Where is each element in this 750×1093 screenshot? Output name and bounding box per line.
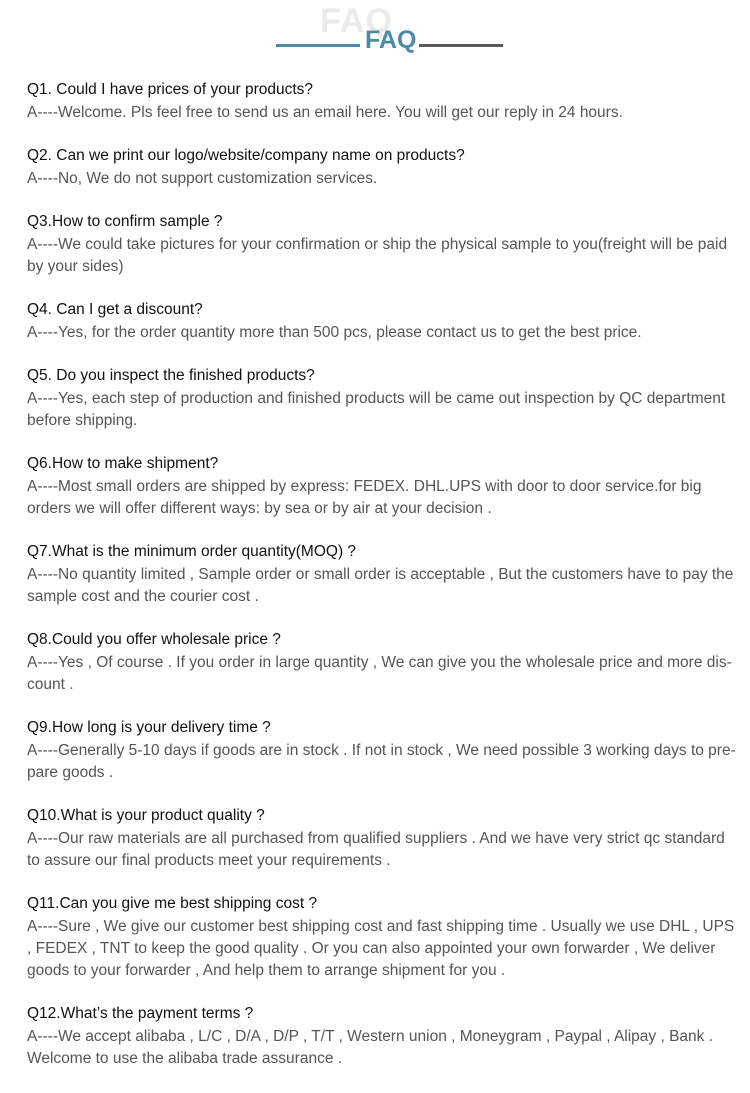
faq-question: Q7.What is the minimum order quantity(MOQ) ? — [27, 543, 357, 560]
faq-item-11 — [27, 894, 739, 982]
faq-item-2 — [27, 146, 739, 190]
faq-item-9 — [27, 718, 739, 784]
faq-answer: A----No quantity limited , Sample order or small order is acceptable , But the customers have to pay the sample cost and the courier cost . — [27, 566, 734, 605]
faq-answer: A----Most small orders are shipped by express: FEDEX. DHL.UPS with door to door service.for big orders we will offer different ways: by sea or by air at your decision . — [27, 478, 702, 517]
faq-question: Q11.Can you give me best shipping cost ? — [27, 895, 318, 912]
faq-item-3 — [27, 212, 739, 278]
faq-answer: A----We accept alibaba , L/C , D/A , D/P , T/T , Western union , Moneygram , Paypal , Alipay , Bank . Welcome to use the alibaba trade assurance . — [27, 1028, 714, 1067]
header-line-left — [276, 44, 360, 47]
faq-question: Q6.How to make shipment? — [27, 455, 219, 472]
faq-watermark: FAQ — [320, 2, 393, 40]
faq-item-7 — [27, 542, 739, 608]
faq-answer: A----Sure , We give our customer best shipping cost and fast shipping time . Usually we use DHL , UPS , FEDEX , TNT to keep the good quality . Or you can also appointed your own forwarder , We deliver goods to your forwarder , And help them to arrange shipment for you . — [27, 918, 735, 979]
header-line-right — [419, 44, 503, 47]
faq-answer: A----Yes , Of course . If you order in large quantity , We can give you the wholesale price and more dis-count . — [27, 654, 732, 693]
page-title: FAQ — [365, 26, 417, 54]
faq-question: Q2. Can we print our logo/website/company name on products? — [27, 147, 465, 164]
faq-answer: A----Welcome. Pls feel free to send us an email here. You will get our reply in 24 hours. — [27, 104, 623, 121]
faq-answer: A----We could take pictures for your confirmation or ship the physical sample to you(freight will be paid by your sides) — [27, 236, 728, 275]
faq-question: Q5. Do you inspect the finished products? — [27, 367, 315, 384]
faq-list — [27, 80, 739, 1092]
faq-question: Q10.What is your product quality ? — [27, 807, 265, 824]
faq-question: Q1. Could I have prices of your products? — [27, 81, 314, 98]
faq-item-12 — [27, 1004, 739, 1070]
faq-question: Q8.Could you offer wholesale price ? — [27, 631, 281, 648]
faq-item-1 — [27, 80, 739, 124]
faq-question: Q4. Can I get a discount? — [27, 301, 203, 318]
faq-question: Q12.What’s the payment terms ? — [27, 1005, 254, 1022]
faq-question: Q9.How long is your delivery time ? — [27, 719, 271, 736]
faq-item-5 — [27, 366, 739, 432]
faq-answer: A----Generally 5-10 days if goods are in stock . If not in stock , We need possible 3 working days to pre-pare goods . — [27, 742, 736, 781]
faq-answer: A----No, We do not support customization services. — [27, 170, 378, 187]
faq-item-6 — [27, 454, 739, 520]
faq-answer: A----Yes, each step of production and finished products will be came out inspection by QC department before shipping. — [27, 390, 726, 429]
faq-header — [0, 0, 750, 70]
faq-item-10 — [27, 806, 739, 872]
faq-item-4 — [27, 300, 739, 344]
faq-question: Q3.How to confirm sample ? — [27, 213, 223, 230]
faq-answer: A----Our raw materials are all purchased from qualified suppliers . And we have very strict qc standard to assure our final products meet your requirements . — [27, 830, 725, 869]
faq-item-8 — [27, 630, 739, 696]
faq-answer: A----Yes, for the order quantity more than 500 pcs, please contact us to get the best price. — [27, 324, 642, 341]
